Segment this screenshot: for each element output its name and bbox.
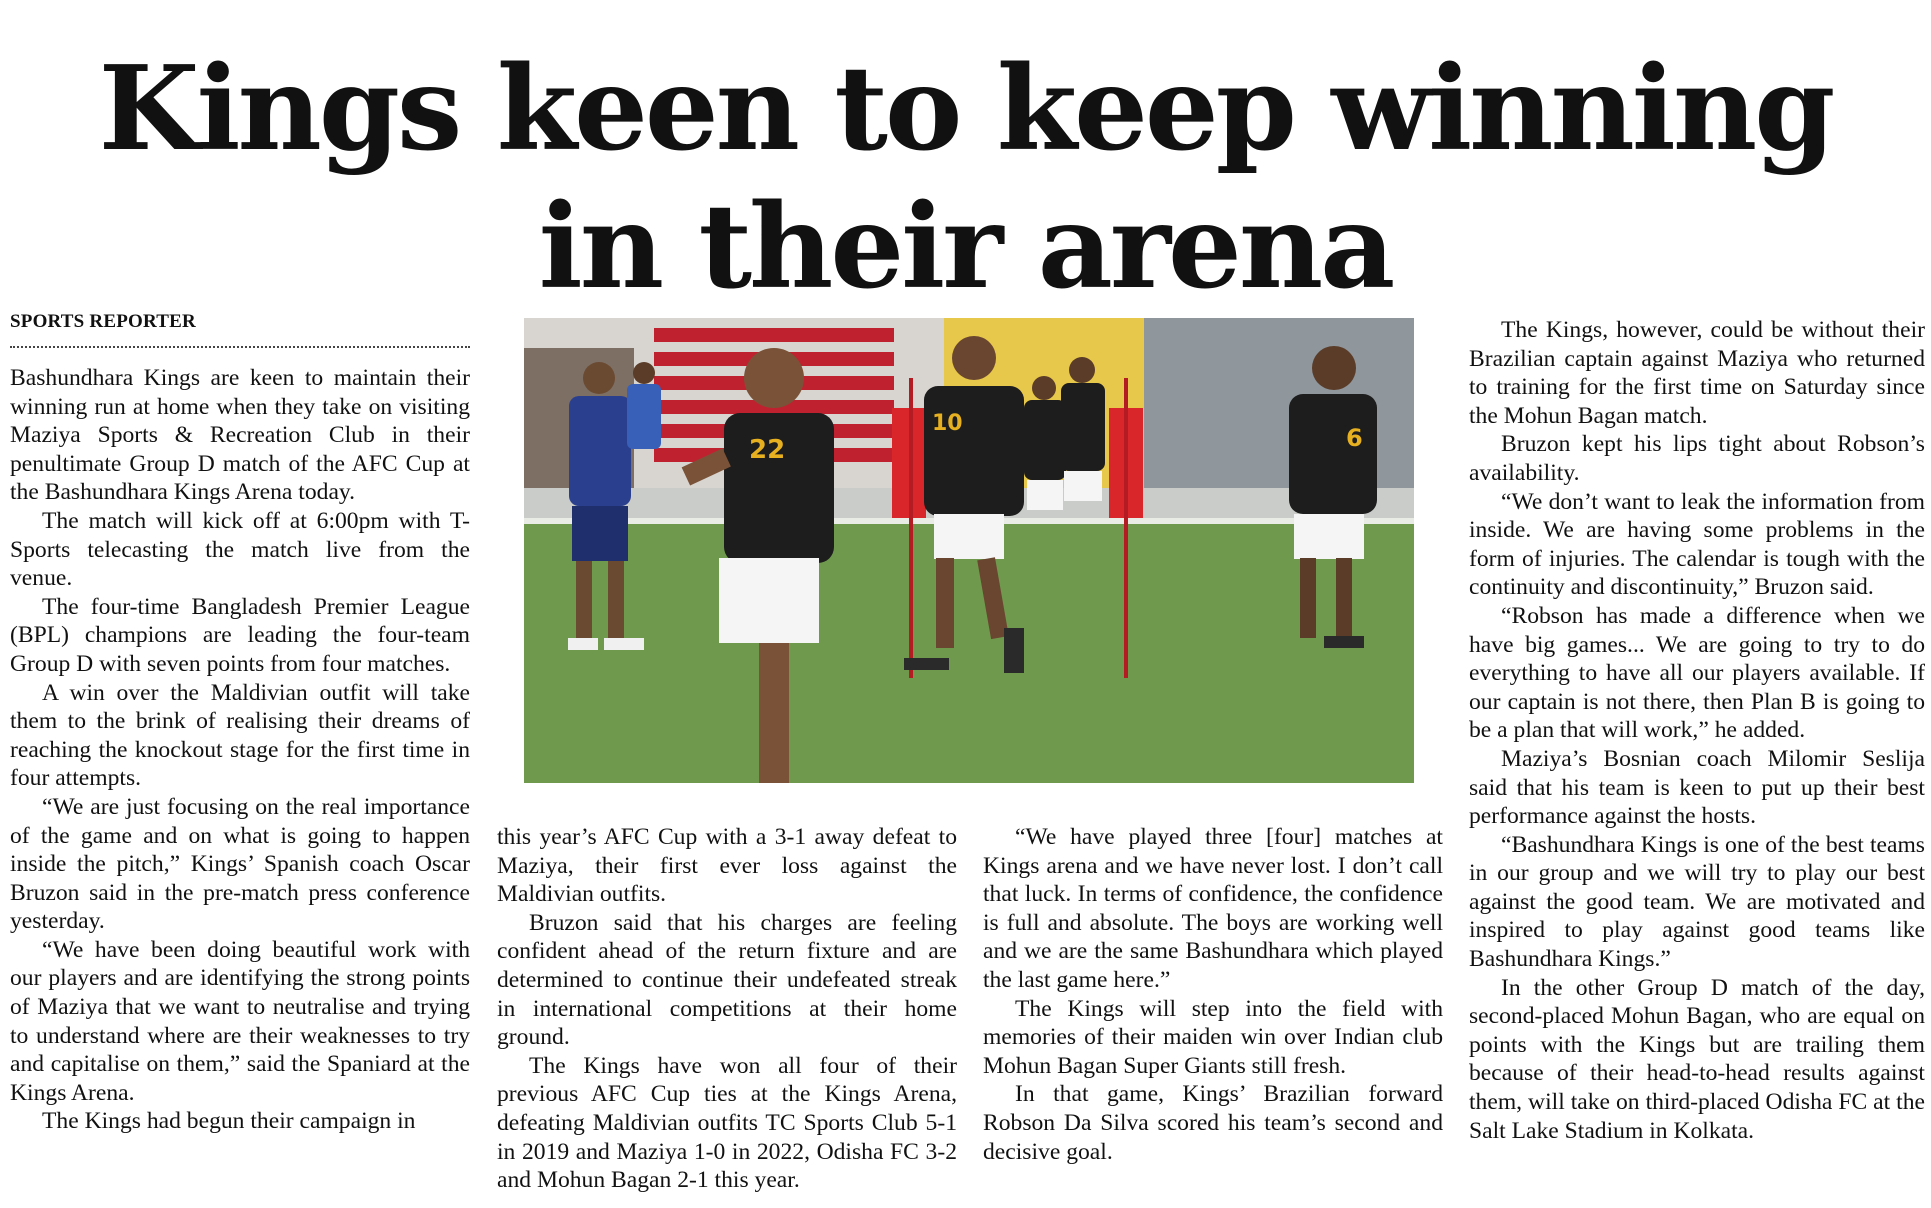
- paragraph: “We have been doing beautiful work with our players and are identifying the strong points of Maziya that we want to neutralise and trying to understand where are their weaknesses to try and capitalise on them,” said the Spaniard at the Kings Arena.: [10, 936, 470, 1106]
- article-column-1: [10, 364, 470, 1136]
- paragraph: The Kings, however, could be without their Brazilian captain against Maziya who returned to training for the first time on Saturday since the Mohun Bagan match.: [1469, 317, 1925, 429]
- paragraph: “Robson has made a difference when we have big games... We are going to try to do everything to have all our players available. If our captain is not there, then Plan B is going to be a plan that will work,” he added.: [1469, 602, 1925, 744]
- byline: SPORTS REPORTER: [10, 310, 470, 348]
- paragraph: “We have played three [four] matches at Kings arena and we have never lost. I don’t call that luck. In terms of confidence, the confidence is full and absolute. The boys are working well and we are the same Bashundhara which played the last game here.”: [983, 824, 1443, 993]
- paragraph: “We don’t want to leak the information from inside. We are having some problems in the form of injuries. The calendar is tough with the continuity and discontinuity,” Bruzon said.: [1469, 488, 1925, 601]
- jersey-number-22: 22: [749, 435, 786, 465]
- jersey-number-10: 10: [932, 411, 963, 436]
- paragraph: Bashundhara Kings are keen to maintain their winning run at home when they take on visiting Maziya Sports & Recreation Club in their penultimate Group D match of the AFC Cup at the Bashundhara Kings Arena today.: [10, 365, 470, 506]
- article-column-3: [983, 823, 1443, 1166]
- training-photo-illustration: [524, 318, 1414, 783]
- paragraph: The four-time Bangladesh Premier League (BPL) champions are leading the four-team Group D with seven points from four matches.: [10, 593, 470, 677]
- paragraph: “We are just focusing on the real importance of the game and on what is going to happen inside the pitch,” Kings’ Spanish coach Oscar Bruzon said in the pre-match press conference yesterday.: [10, 793, 470, 935]
- paragraph: The Kings had begun their campaign in: [42, 1108, 416, 1135]
- paragraph: Bruzon kept his lips tight about Robson’s availability.: [1469, 431, 1925, 486]
- article-column-2: [497, 823, 957, 1195]
- paragraph: this year’s AFC Cup with a 3-1 away defeat to Maziya, their first ever loss against the Maldivian outfits.: [497, 824, 957, 908]
- paragraph: In that game, Kings’ Brazilian forward Robson Da Silva scored his team’s second and decisive goal.: [983, 1081, 1443, 1165]
- paragraph: Maziya’s Bosnian coach Milomir Seslija said that his team is keen to put up their best performance against the hosts.: [1469, 745, 1925, 830]
- headline-line-2: in their arena: [538, 179, 1393, 315]
- paragraph: The Kings will step into the field with memories of their maiden win over Indian club Mohun Bagan Super Giants still fresh.: [983, 995, 1443, 1079]
- paragraph: “Bashundhara Kings is one of the best teams in our group and we will try to play our best against the good team. We are motivated and inspired to play against good teams like Bashundhara Kings.”: [1469, 831, 1925, 973]
- headline-line-1: Kings keen to keep winning: [98, 41, 1833, 177]
- paragraph: Bruzon said that his charges are feeling confident ahead of the return fixture and are determined to continue their undefeated streak in international competitions at their home ground.: [497, 909, 957, 1051]
- paragraph: A win over the Maldivian outfit will take them to the brink of realising their dreams of reaching the knockout stage for the first time in four attempts.: [10, 679, 470, 792]
- paragraph: The match will kick off at 6:00pm with T-Sports telecasting the match live from the venue.: [10, 507, 470, 592]
- headline: [0, 40, 1931, 316]
- article-column-4: [1469, 316, 1925, 1145]
- paragraph: In the other Group D match of the day, second-placed Mohun Bagan, who are equal on points with the Kings but are trailing them because of their head-to-head results against them, will take on third-placed Odisha FC at the Salt Lake Stadium in Kolkata.: [1469, 974, 1925, 1144]
- jersey-number-6: 6: [1346, 424, 1363, 452]
- training-photo: [524, 318, 1414, 783]
- paragraph: The Kings have won all four of their previous AFC Cup ties at the Kings Arena, defeating Maldivian outfits TC Sports Club 5-1 in 2019 and Maziya 1-0 in 2022, Odisha FC 3-2 and Mohun Bagan 2-1 this year.: [497, 1052, 957, 1194]
